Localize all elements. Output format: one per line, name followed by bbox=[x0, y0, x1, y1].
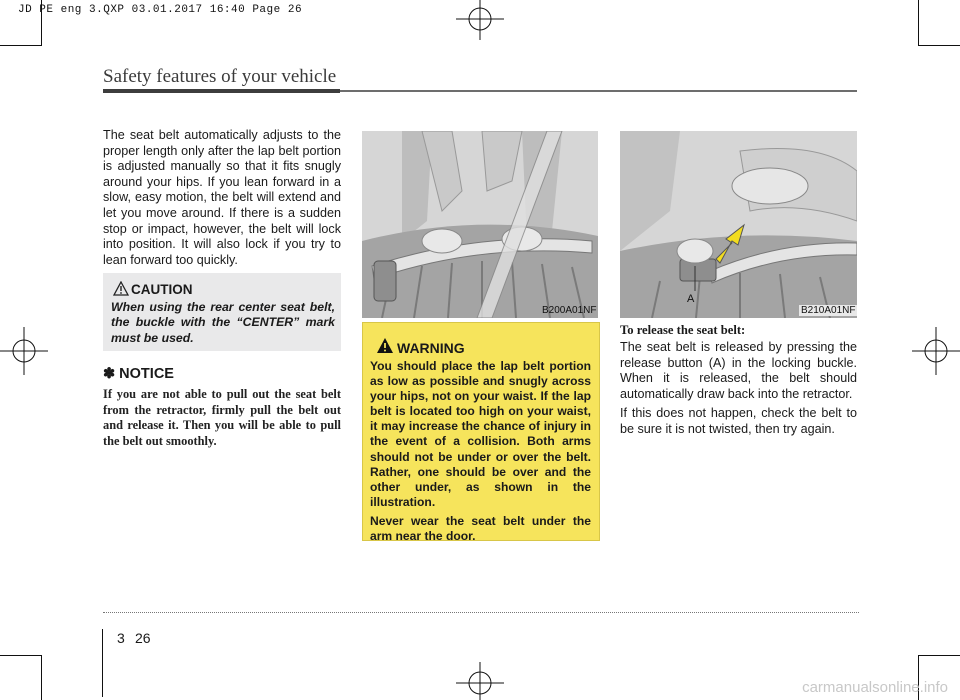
caution-triangle-icon bbox=[113, 281, 129, 296]
notice-title: ✽ NOTICE bbox=[103, 366, 174, 382]
caution-text: When using the rear center seat belt, the buckle with the “CENTER” mark must be used. bbox=[111, 300, 335, 345]
lap-belt-drawing bbox=[362, 131, 598, 318]
warning-box bbox=[362, 322, 600, 544]
notice-text: If you are not able to pull out the seat belt from the retractor, firmly pull the belt out and release it. Then you will be able to pull the belt out smoothly. bbox=[103, 387, 341, 448]
release-belt-drawing bbox=[620, 131, 857, 318]
title-rule bbox=[340, 90, 857, 92]
warning-text bbox=[370, 359, 591, 548]
page-number: 26 bbox=[135, 630, 151, 646]
title-bar bbox=[103, 89, 340, 93]
figure-code-left: B200A01NF bbox=[542, 305, 597, 316]
release-button-marker: A bbox=[687, 293, 695, 305]
figure-code-right: B210A01NF bbox=[801, 305, 856, 316]
release-paragraph-2: If this does not happen, check the belt to be sure it is not twisted, then try again. bbox=[620, 406, 857, 436]
release-paragraph-1: The seat belt is released by pressing the release button (A) in the locking buckle. When it is released, the belt should automatically draw back into the retractor. bbox=[620, 340, 857, 401]
section-title: Safety features of your vehicle bbox=[103, 66, 337, 87]
warning-title: WARNING bbox=[397, 340, 465, 356]
warning-paragraph-2: Never wear the seat belt under the arm near the door. bbox=[370, 513, 591, 544]
release-title: To release the seat belt: bbox=[620, 323, 746, 337]
release-belt-illustration bbox=[620, 131, 857, 318]
watermark: carmanualsonline.info bbox=[802, 679, 948, 696]
print-header: JD PE eng 3.QXP 03.01.2017 16:40 Page 26 bbox=[18, 4, 303, 16]
footer-rule bbox=[103, 612, 859, 613]
warning-triangle-icon bbox=[376, 337, 394, 354]
warning-paragraph-1: You should place the lap belt portion as low as possible and snugly across your hips, not on your waist. If the lap belt is located too high on your waist, it may increase the chance of injury in the event of a collision. Both arms should not be under or over the belt. Rather, one should be over and the other under, as shown in the illustration. bbox=[370, 359, 591, 509]
page-number-divider bbox=[102, 629, 103, 697]
caution-box bbox=[103, 273, 341, 351]
caution-title: CAUTION bbox=[131, 282, 193, 297]
release-text bbox=[620, 340, 857, 442]
chapter-number: 3 bbox=[117, 630, 125, 646]
intro-paragraph: The seat belt automatically adjusts to the proper length only after the lap belt portion is adjusted manually so that it fits snugly around your hips. If you lean forward in a slow, easy motion, the belt will extend and let you move around. If there is a sudden stop or impact, however, the belt will lock into position. It will also lock if you try to lean forward too quickly. bbox=[103, 128, 341, 267]
lap-belt-illustration bbox=[362, 131, 598, 318]
